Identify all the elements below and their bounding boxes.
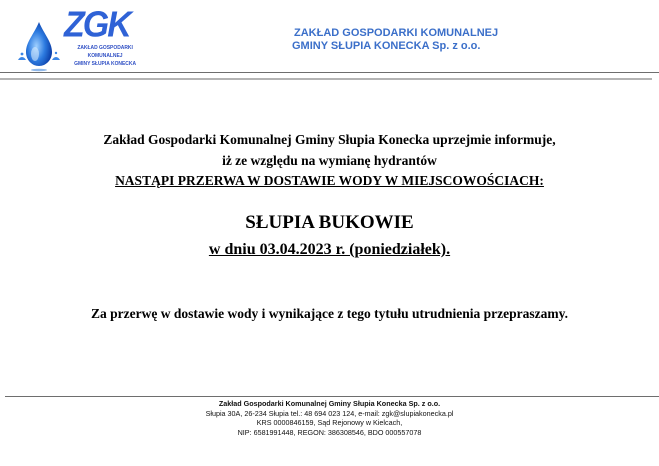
header-divider <box>0 72 659 73</box>
water-drop-icon <box>14 16 64 72</box>
logo-subtitle-line: KOMUNALNEJ <box>87 53 123 59</box>
notice-apology: Za przerwę w dostawie wody i wynikające z tego tytułu utrudnienia przepraszamy. <box>91 306 568 321</box>
notice-reason: iż ze względu na wymianę hydrantów <box>222 153 437 168</box>
logo-acronym: ZGK <box>64 5 130 45</box>
footer-krs: KRS 0000846159, Sąd Rejonowy w Kielcach, <box>256 418 403 428</box>
header-company-line: ZAKŁAD GOSPODARKI KOMUNALNEJ <box>294 27 499 39</box>
notice-date: w dniu 03.04.2023 r. (poniedziałek). <box>208 241 451 258</box>
logo-subtitle <box>70 44 140 68</box>
company-logo <box>14 5 154 72</box>
footer-divider <box>5 396 659 397</box>
footer-address: Słupia 30A, 26-234 Słupia tel.: 48 694 023 124, e-mail: zgk@slupiakonecka.pl <box>205 408 454 418</box>
header-company-name <box>292 27 498 53</box>
logo-subtitle-line: GMINY SŁUPIA KONECKA <box>74 61 137 67</box>
footer-ids: NIP: 6581991448, REGON: 386308546, BDO 000557078 <box>237 427 422 437</box>
header-company-line: GMINY SŁUPIA KONECKA Sp. z o.o. <box>292 40 481 52</box>
footer-company-name: Zakład Gospodarki Komunalnej Gminy Słupia Konecka Sp. z o.o. <box>218 399 441 408</box>
notice-headline: NASTĄPI PRZERWA W DOSTAWIE WODY W MIEJSCOWOŚCIACH: <box>115 173 544 188</box>
header-divider-secondary <box>0 78 652 80</box>
notice-location: SŁUPIA BUKOWIE <box>245 212 414 233</box>
footer <box>0 399 659 437</box>
logo-subtitle-line: ZAKŁAD GOSPODARKI <box>77 45 133 51</box>
notice-intro: Zakład Gospodarki Komunalnej Gminy Słupia Konecka uprzejmie informuje, <box>103 132 556 147</box>
